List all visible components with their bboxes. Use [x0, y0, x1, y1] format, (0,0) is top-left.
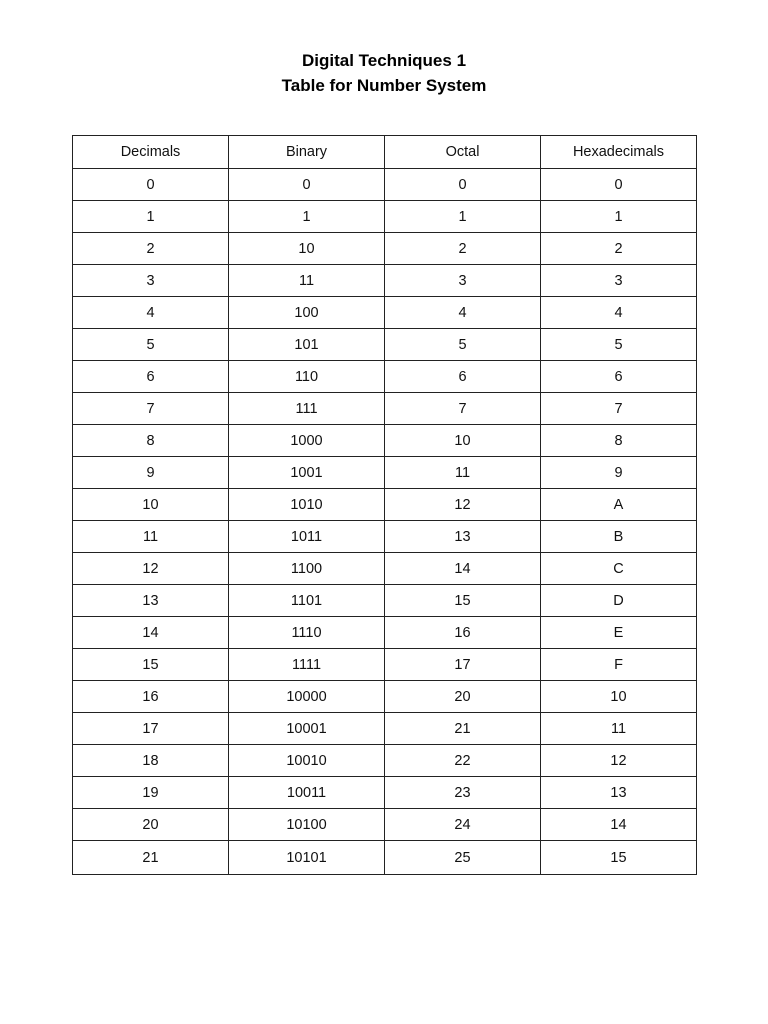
hexadecimal-cell: D [541, 585, 697, 617]
binary-cell: 10001 [229, 713, 385, 745]
hexadecimal-cell: 10 [541, 681, 697, 713]
hexadecimal-cell: 5 [541, 329, 697, 361]
hexadecimal-cell: 14 [541, 809, 697, 841]
hexadecimal-cell: 9 [541, 457, 697, 489]
decimal-cell: 19 [73, 777, 229, 809]
table-row [73, 713, 697, 745]
hexadecimal-cell: 12 [541, 745, 697, 777]
column-header-hexadecimals: Hexadecimals [541, 136, 697, 169]
binary-cell: 10100 [229, 809, 385, 841]
table-row [73, 809, 697, 841]
octal-cell: 20 [385, 681, 541, 713]
hexadecimal-cell: 13 [541, 777, 697, 809]
octal-cell: 6 [385, 361, 541, 393]
binary-cell: 1110 [229, 617, 385, 649]
octal-cell: 2 [385, 233, 541, 265]
hexadecimal-cell: 6 [541, 361, 697, 393]
hexadecimal-cell: 1 [541, 201, 697, 233]
hexadecimal-cell: B [541, 521, 697, 553]
binary-cell: 10010 [229, 745, 385, 777]
hexadecimal-cell: 2 [541, 233, 697, 265]
binary-cell: 1 [229, 201, 385, 233]
table-row [73, 841, 697, 875]
title-line-1: Digital Techniques 1 [301, 51, 467, 70]
hexadecimal-cell: 7 [541, 393, 697, 425]
binary-cell: 11 [229, 265, 385, 297]
binary-cell: 100 [229, 297, 385, 329]
binary-cell: 10011 [229, 777, 385, 809]
binary-cell: 0 [229, 169, 385, 201]
binary-cell: 1011 [229, 521, 385, 553]
octal-cell: 4 [385, 297, 541, 329]
hexadecimal-cell: F [541, 649, 697, 681]
decimal-cell: 2 [73, 233, 229, 265]
hexadecimal-cell: 8 [541, 425, 697, 457]
binary-cell: 1001 [229, 457, 385, 489]
hexadecimal-cell: 3 [541, 265, 697, 297]
octal-cell: 5 [385, 329, 541, 361]
column-header-decimals: Decimals [73, 136, 229, 169]
decimal-cell: 6 [73, 361, 229, 393]
binary-cell: 1101 [229, 585, 385, 617]
decimal-cell: 12 [73, 553, 229, 585]
decimal-cell: 3 [73, 265, 229, 297]
table-row [73, 457, 697, 489]
table-row [73, 585, 697, 617]
decimal-cell: 4 [73, 297, 229, 329]
octal-cell: 16 [385, 617, 541, 649]
document-title [0, 48, 768, 98]
decimal-cell: 14 [73, 617, 229, 649]
title-line-2: Table for Number System [281, 76, 487, 95]
table-row [73, 745, 697, 777]
octal-cell: 25 [385, 841, 541, 875]
octal-cell: 3 [385, 265, 541, 297]
decimal-cell: 0 [73, 169, 229, 201]
decimal-cell: 11 [73, 521, 229, 553]
number-system-table [72, 135, 697, 875]
table-row [73, 521, 697, 553]
table-row [73, 681, 697, 713]
hexadecimal-cell: A [541, 489, 697, 521]
binary-cell: 111 [229, 393, 385, 425]
binary-cell: 110 [229, 361, 385, 393]
octal-cell: 13 [385, 521, 541, 553]
octal-cell: 14 [385, 553, 541, 585]
decimal-cell: 13 [73, 585, 229, 617]
table-row [73, 649, 697, 681]
hexadecimal-cell: 0 [541, 169, 697, 201]
hexadecimal-cell: 15 [541, 841, 697, 875]
table-header-row [73, 136, 697, 169]
hexadecimal-cell: E [541, 617, 697, 649]
decimal-cell: 15 [73, 649, 229, 681]
hexadecimal-cell: 4 [541, 297, 697, 329]
table-row [73, 265, 697, 297]
octal-cell: 23 [385, 777, 541, 809]
table-row [73, 329, 697, 361]
octal-cell: 15 [385, 585, 541, 617]
decimal-cell: 8 [73, 425, 229, 457]
decimal-cell: 1 [73, 201, 229, 233]
binary-cell: 1100 [229, 553, 385, 585]
column-header-binary: Binary [229, 136, 385, 169]
binary-cell: 101 [229, 329, 385, 361]
table-row [73, 297, 697, 329]
octal-cell: 10 [385, 425, 541, 457]
octal-cell: 7 [385, 393, 541, 425]
binary-cell: 1010 [229, 489, 385, 521]
hexadecimal-cell: 11 [541, 713, 697, 745]
binary-cell: 1111 [229, 649, 385, 681]
decimal-cell: 5 [73, 329, 229, 361]
binary-cell: 10 [229, 233, 385, 265]
decimal-cell: 10 [73, 489, 229, 521]
decimal-cell: 9 [73, 457, 229, 489]
decimal-cell: 16 [73, 681, 229, 713]
table-row [73, 489, 697, 521]
binary-cell: 1000 [229, 425, 385, 457]
decimal-cell: 17 [73, 713, 229, 745]
decimal-cell: 20 [73, 809, 229, 841]
binary-cell: 10101 [229, 841, 385, 875]
table-body [73, 169, 697, 875]
octal-cell: 17 [385, 649, 541, 681]
decimal-cell: 18 [73, 745, 229, 777]
table-row [73, 425, 697, 457]
table-row [73, 201, 697, 233]
octal-cell: 12 [385, 489, 541, 521]
octal-cell: 11 [385, 457, 541, 489]
table-row [73, 361, 697, 393]
table-row [73, 617, 697, 649]
octal-cell: 21 [385, 713, 541, 745]
octal-cell: 24 [385, 809, 541, 841]
binary-cell: 10000 [229, 681, 385, 713]
table-row [73, 777, 697, 809]
hexadecimal-cell: C [541, 553, 697, 585]
octal-cell: 1 [385, 201, 541, 233]
table-row [73, 393, 697, 425]
table-row [73, 169, 697, 201]
table-row [73, 233, 697, 265]
octal-cell: 0 [385, 169, 541, 201]
decimal-cell: 21 [73, 841, 229, 875]
table-row [73, 553, 697, 585]
decimal-cell: 7 [73, 393, 229, 425]
column-header-octal: Octal [385, 136, 541, 169]
octal-cell: 22 [385, 745, 541, 777]
